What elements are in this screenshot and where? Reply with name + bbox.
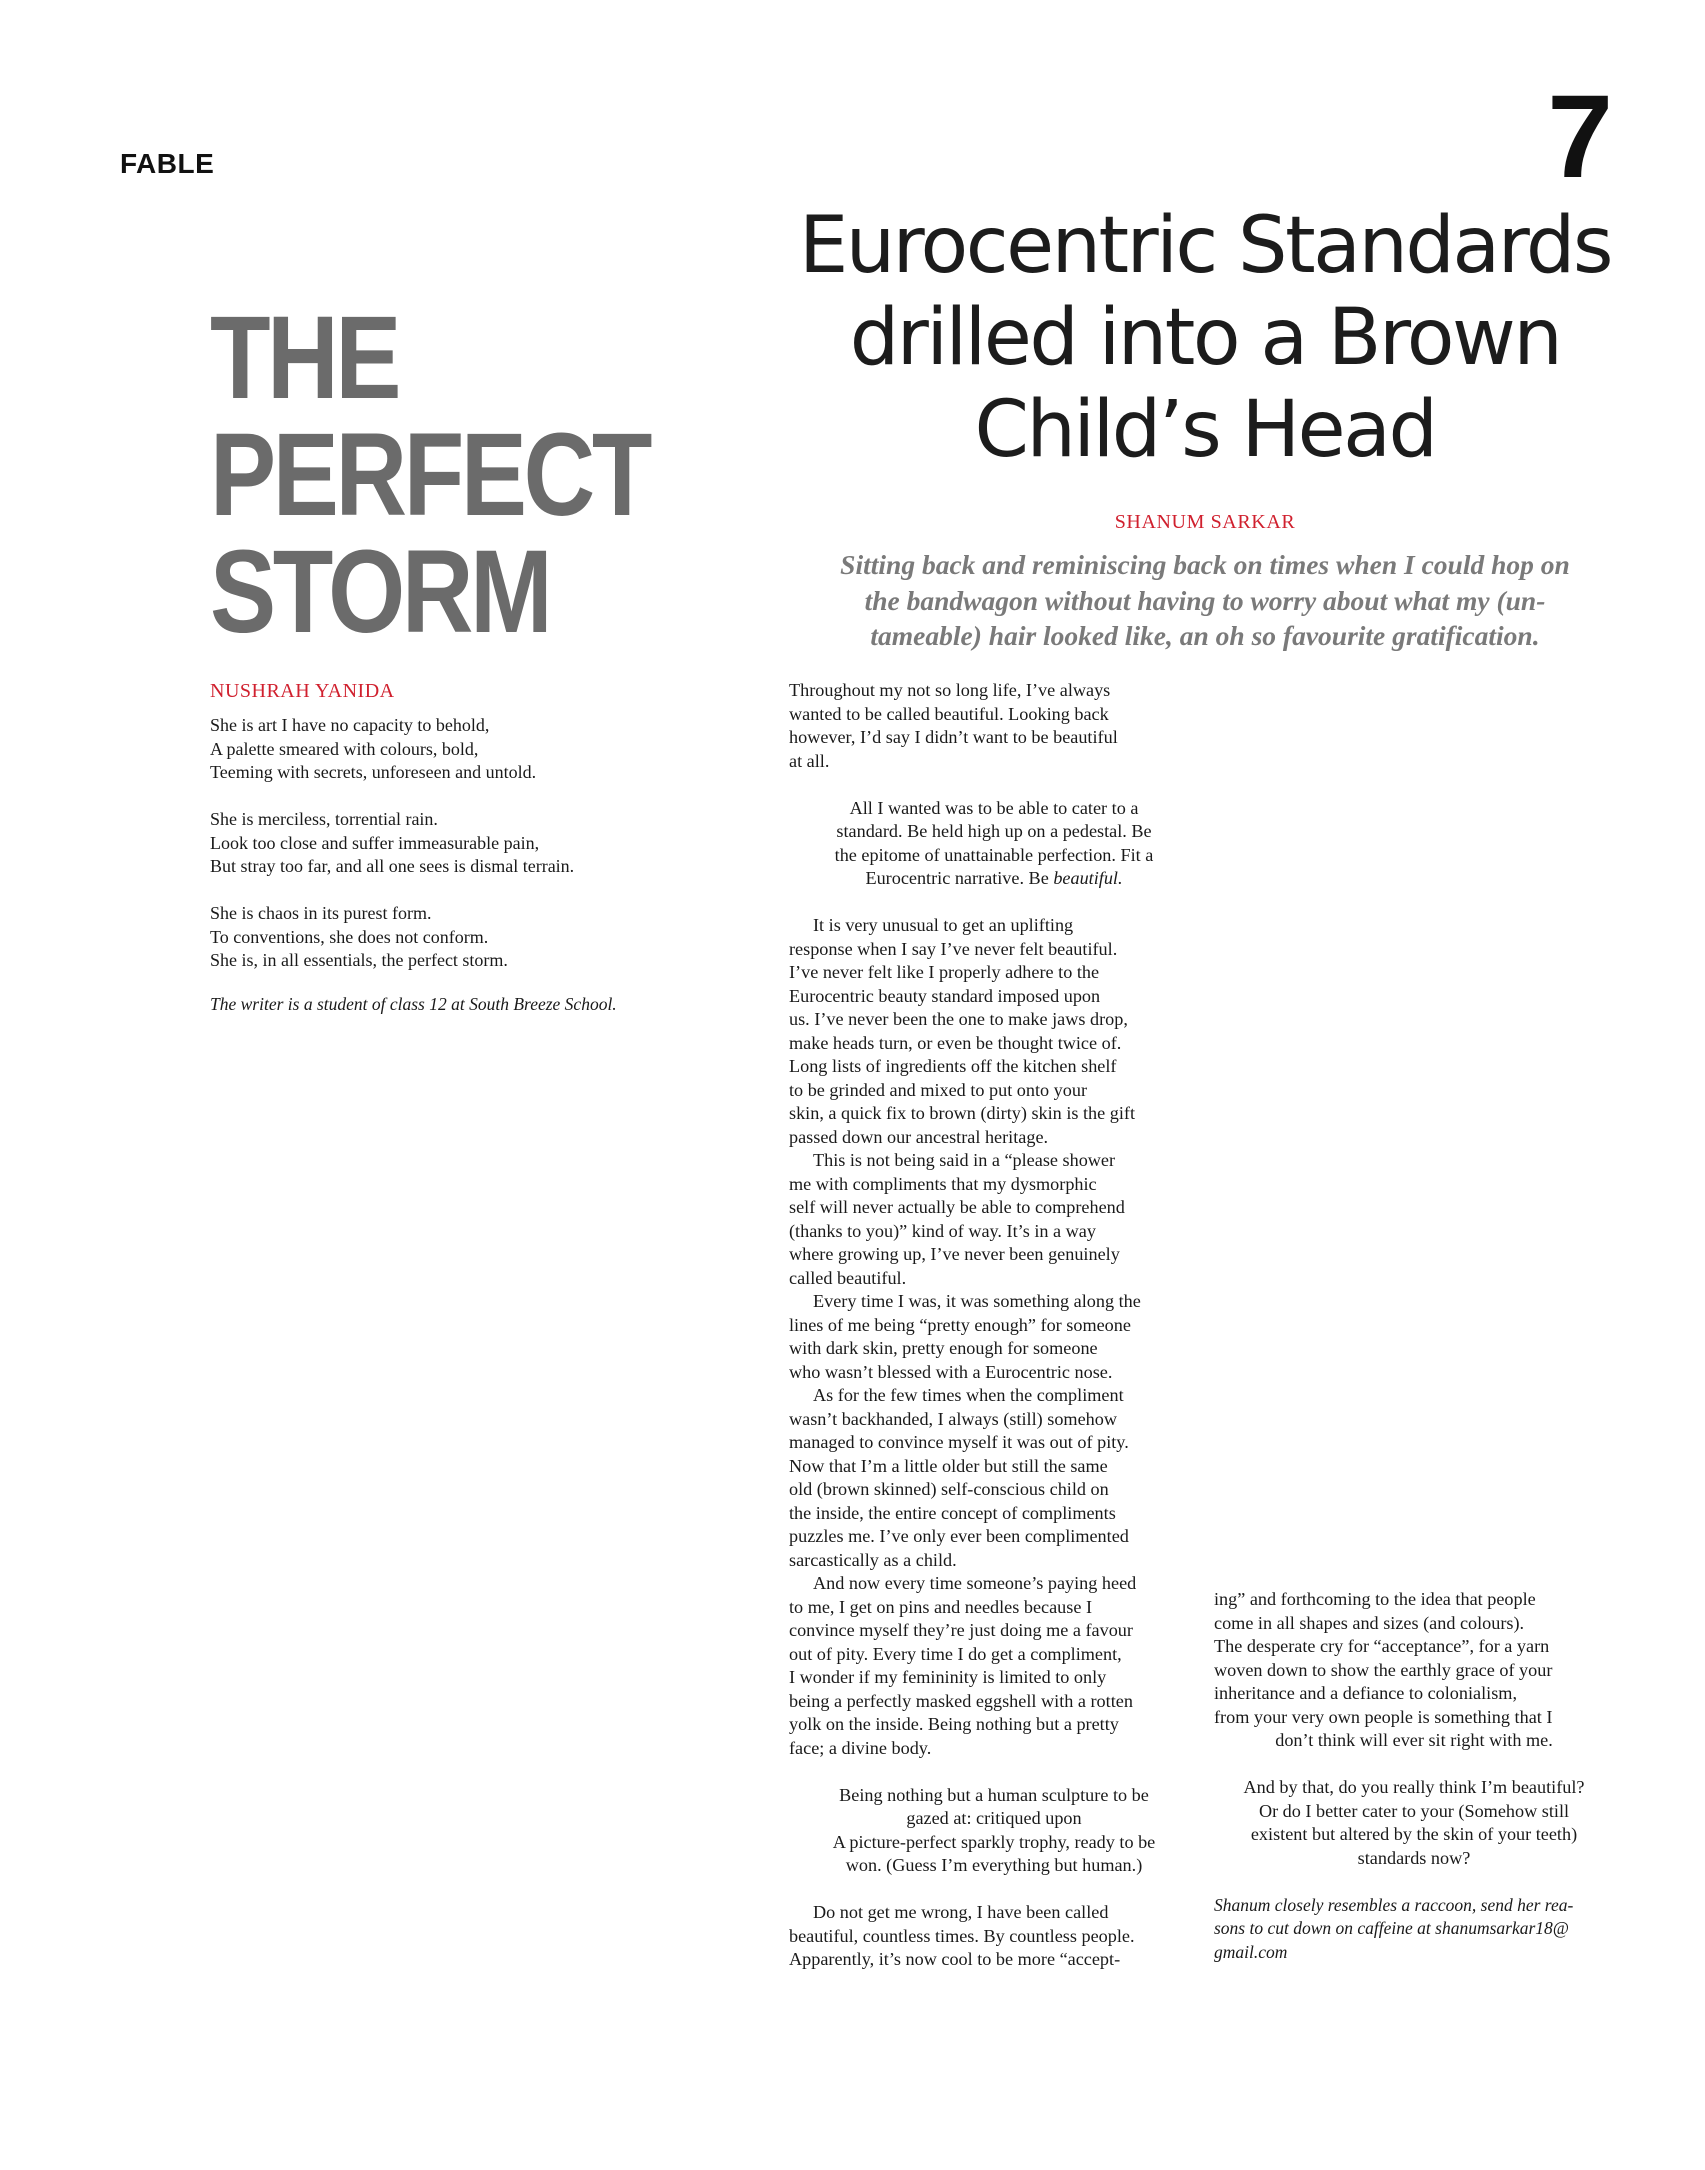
- body-line: me with compliments that my dysmorphic: [789, 1173, 1097, 1194]
- poem-author-note: The writer is a student of class 12 at South Breeze School.: [210, 994, 617, 1014]
- poem-line: She is merciless, torrential rain.: [210, 809, 438, 829]
- body-line: beautiful, countless times. By countless people.: [789, 1925, 1135, 1946]
- poem-body: [210, 714, 650, 996]
- poem-line: A palette smeared with colours, bold,: [210, 738, 479, 759]
- verse-line: A picture-perfect sparkly trophy, ready to be: [832, 1831, 1156, 1852]
- body-line: us. I’ve never been the one to make jaws drop,: [789, 1009, 1128, 1029]
- author-note-line: sons to cut down on caffeine at shanumsarkar18@: [1214, 1918, 1569, 1938]
- body-line: where growing up, I’ve never been genuinely: [789, 1244, 1120, 1264]
- verse-line: gazed at: critiqued upon: [906, 1808, 1082, 1828]
- verse-line: won. (Guess I’m everything but human.): [845, 1855, 1143, 1875]
- body-line: And now every time someone’s paying heed: [813, 1573, 1137, 1593]
- body-line: (thanks to you)” kind of way. It’s in a way: [789, 1220, 1096, 1241]
- poem-stanza: [210, 902, 650, 973]
- body-line: Long lists of ingredients off the kitchen shelf: [789, 1056, 1117, 1076]
- standfirst-line: the bandwagon without having to worry about what my (un-: [864, 584, 1546, 616]
- poem-stanza: [210, 808, 650, 879]
- body-line: come in all shapes and sizes (and colours).: [1214, 1612, 1525, 1633]
- body-line: yolk on the inside. Being nothing but a pretty: [789, 1714, 1119, 1734]
- poem-line: Teeming with secrets, unforeseen and untold.: [210, 762, 537, 782]
- body-line: Apparently, it’s now cool to be more “accept-: [789, 1949, 1121, 1969]
- body-line: puzzles me. I’ve only ever been complimented: [789, 1526, 1129, 1546]
- body-line: skin, a quick fix to brown (dirty) skin is the gift: [789, 1103, 1136, 1123]
- article-column-2: [1214, 1588, 1614, 1964]
- article-title: [770, 200, 1640, 476]
- body-line: make heads turn, or even be thought twice of.: [789, 1032, 1122, 1053]
- article-column-1: [789, 679, 1199, 1972]
- author-note-line: Shanum closely resembles a raccoon, send her rea-: [1214, 1894, 1574, 1915]
- author-note-line: gmail.com: [1214, 1941, 1288, 1962]
- body-line: This is not being said in a “please shower: [813, 1150, 1116, 1170]
- body-line: self will never actually be able to comprehend: [789, 1197, 1125, 1217]
- article-standfirst: [770, 547, 1640, 654]
- body-line: however, I’d say I didn’t want to be beautiful: [789, 727, 1118, 747]
- body-line: out of pity. Every time I do get a compliment,: [789, 1643, 1122, 1664]
- body-line: passed down our ancestral heritage.: [789, 1126, 1049, 1147]
- body-line: managed to convince myself it was out of pity.: [789, 1432, 1129, 1452]
- poem-line: But stray too far, and all one sees is dismal terrain.: [210, 856, 575, 876]
- body-line: Every time I was, it was something along the: [813, 1291, 1141, 1311]
- body-line: The desperate cry for “acceptance”, for a yarn: [1214, 1636, 1550, 1656]
- body-line: woven down to show the earthly grace of your: [1214, 1659, 1553, 1680]
- poem-line: She is, in all essentials, the perfect storm.: [210, 950, 508, 970]
- body-line: Eurocentric beauty standard imposed upon: [789, 985, 1101, 1006]
- standfirst-line: tameable) hair looked like, an oh so favourite gratification.: [870, 620, 1540, 651]
- body-line: don’t think will ever sit right with me.: [1275, 1730, 1553, 1750]
- poem-stanza: [210, 714, 650, 785]
- poem-line: To conventions, she does not conform.: [210, 926, 489, 947]
- poem-line: She is art I have no capacity to behold,: [210, 715, 490, 735]
- ending-line: Or do I better cater to your (Somehow still: [1258, 1800, 1570, 1821]
- quote-line: [789, 867, 1199, 891]
- body-line: I wonder if my femininity is limited to only: [789, 1667, 1107, 1687]
- article-title-line: drilled into a Brown: [849, 293, 1561, 383]
- poem-title-line: PERFECT: [210, 409, 650, 541]
- body-line: at all.: [789, 750, 830, 771]
- poem-title-line: THE: [210, 292, 399, 424]
- body-line: the inside, the entire concept of compliments: [789, 1502, 1116, 1523]
- poem-line: Look too close and suffer immeasurable pain,: [210, 832, 540, 853]
- quote-emphasis: beautiful.: [1053, 868, 1123, 888]
- body-line: As for the few times when the compliment: [813, 1385, 1124, 1405]
- article-author: SHANUM SARKAR: [1114, 511, 1296, 533]
- body-line: I’ve never felt like I properly adhere to the: [789, 962, 1100, 982]
- body-line: face; a divine body.: [789, 1737, 932, 1758]
- body-line: being a perfectly masked eggshell with a rotten: [789, 1690, 1133, 1711]
- article-title-line: Child’s Head: [974, 385, 1436, 475]
- body-line: to me, I get on pins and needles because I: [789, 1596, 1093, 1617]
- quote-text: Eurocentric narrative. Be: [865, 868, 1054, 888]
- body-line: It is very unusual to get an uplifting: [813, 915, 1074, 935]
- body-line: response when I say I’ve never felt beautiful.: [789, 938, 1118, 959]
- body-line: wanted to be called beautiful. Looking back: [789, 703, 1109, 724]
- poem-author: NUSHRAH YANIDA: [210, 680, 395, 702]
- body-line: who wasn’t blessed with a Eurocentric nose.: [789, 1361, 1113, 1382]
- body-line: convince myself they’re just doing me a favour: [789, 1620, 1133, 1640]
- ending-line: existent but altered by the skin of your teeth): [1250, 1824, 1578, 1844]
- body-line: Do not get me wrong, I have been called: [813, 1902, 1109, 1922]
- body-line: sarcastically as a child.: [789, 1549, 957, 1570]
- poem-line: She is chaos in its purest form.: [210, 903, 432, 923]
- body-line: lines of me being “pretty enough” for someone: [789, 1314, 1131, 1335]
- verse-line: Being nothing but a human sculpture to be: [839, 1784, 1149, 1805]
- body-line: Throughout my not so long life, I’ve always: [789, 680, 1111, 700]
- page-number: 7: [1547, 71, 1613, 203]
- body-line: called beautiful.: [789, 1267, 907, 1288]
- body-line: inheritance and a defiance to colonialism,: [1214, 1683, 1517, 1703]
- quote-line: the epitome of unattainable perfection. Fit a: [834, 844, 1154, 865]
- poem-title-line: STORM: [210, 526, 550, 658]
- section-label: FABLE: [120, 148, 215, 179]
- ending-line: And by that, do you really think I’m beautiful?: [1243, 1777, 1585, 1797]
- body-line: old (brown skinned) self-conscious child on: [789, 1479, 1109, 1499]
- body-line: ing” and forthcoming to the idea that people: [1214, 1589, 1536, 1609]
- quote-line: All I wanted was to be able to cater to a: [849, 797, 1139, 818]
- body-line: from your very own people is something that I: [1214, 1706, 1553, 1727]
- body-line: Now that I’m a little older but still the same: [789, 1455, 1108, 1476]
- standfirst-line: Sitting back and reminiscing back on times when I could hop on: [840, 549, 1570, 580]
- body-line: wasn’t backhanded, I always (still) somehow: [789, 1408, 1117, 1429]
- body-line: with dark skin, pretty enough for someone: [789, 1338, 1098, 1358]
- body-line: to be grinded and mixed to put onto your: [789, 1079, 1088, 1100]
- poem-title: [210, 292, 650, 658]
- quote-line: standard. Be held high up on a pedestal. Be: [836, 821, 1152, 841]
- article-title-line: Eurocentric Standards: [798, 201, 1612, 291]
- ending-line: standards now?: [1357, 1847, 1471, 1868]
